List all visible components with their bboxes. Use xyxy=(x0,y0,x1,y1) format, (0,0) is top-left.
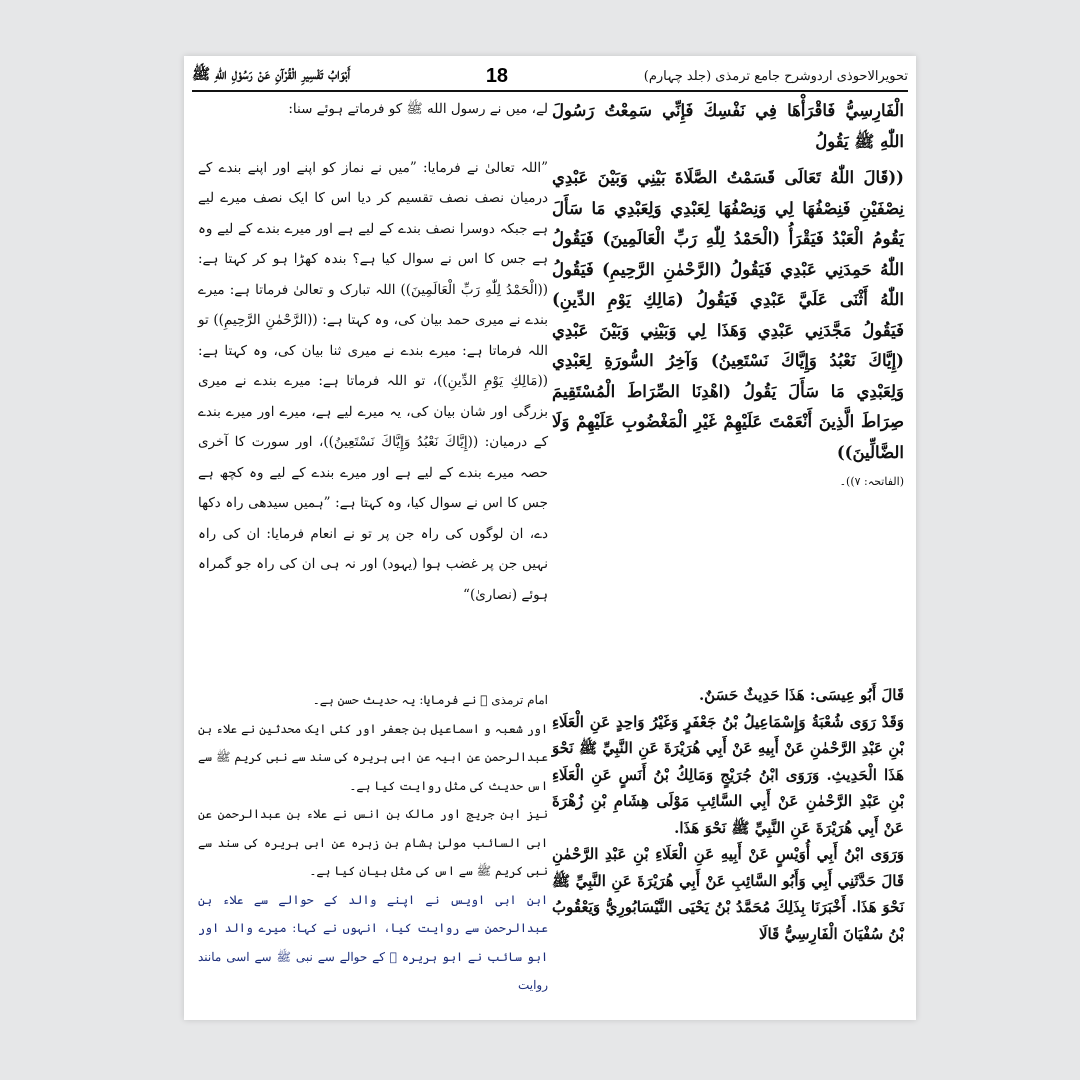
urdu-grading: امام ترمذی ﷫ نے فرمایا: یہ حدیث حسن ہے۔ xyxy=(312,693,548,707)
book-title: تحویرالاحوذی اردوشرح جامع ترمذی (جلد چہارم) xyxy=(643,68,908,84)
urdu-column-bottom xyxy=(198,686,548,1016)
page-header xyxy=(192,62,908,92)
book-page xyxy=(184,56,916,1020)
page-number: 18 xyxy=(485,64,509,87)
urdu-chain-3: ابن ابی اویس نے اپنے والد کے حوالے سے علاء بن عبدالرحمن سے روایت کیا، انہوں نے کہا: میرے والد اور ابو سائب نے ابو ہریرہ ﷛ کے حوالے سے نبی ﷺ سے اسی مانند روایت xyxy=(198,892,548,992)
arabic-column-top xyxy=(552,96,904,516)
arabic-chain-1: وَقَدْ رَوَى شُعْبَةُ وَإِسْمَاعِيلُ بْنُ جَعْفَرٍ وَغَيْرُ وَاحِدٍ عَنِ الْعَلَاءِ بْنِ عَبْدِ الرَّحْمٰنِ عَنْ أَبِيهِ عَنْ أَبِي هُرَيْرَةَ عَنِ النَّبِيِّ ﷺ نَحْوَ هَذَا الْحَدِيثِ. وَرَوَى ابْنُ جُرَيْجٍ وَمَالِكُ بْنُ أَنَسٍ عَنِ الْعَلَاءِ بْنِ عَبْدِ الرَّحْمٰنِ عَنْ أَبِي السَّائِبِ مَوْلَى هِشَامِ بْنِ زُهْرَةَ عَنْ أَبِي هُرَيْرَةَ عَنِ النَّبِيِّ ﷺ نَحْوَ هَذَا. xyxy=(552,712,904,837)
quran-reference: (الفاتحہ: ۷))۔ xyxy=(839,475,904,488)
arabic-chain-2: وَرَوَى ابْنُ أَبِي أُوَيْسٍ عَنْ أَبِيهِ عَنِ الْعَلَاءِ بْنِ عَبْدِ الرَّحْمٰنِ قَالَ حَدَّثَنِي أَبِي وَأَبُو السَّائِبِ عَنْ أَبِي هُرَيْرَةَ عَنِ النَّبِيِّ ﷺ نَحْوَ هَذَا. أَخْبَرَنَا بِذَلِكَ مُحَمَّدُ بْنُ يَحْيَى النَّيْسَابُورِيُّ وَيَعْقُوبُ بْنُ سُفْيَانَ الْفَارِسِيُّ قَالَا xyxy=(552,845,904,943)
urdu-intro: لے، میں نے رسول الله ﷺ کو فرماتے ہوئے سنا: xyxy=(288,101,548,117)
arabic-intro: الْفَارِسِيُّ فَاقْرَأْهَا فِي نَفْسِكَ فَإِنِّي سَمِعْتُ رَسُولَ اللّٰهِ ﷺ يَقُولُ xyxy=(552,101,904,151)
chapter-title: أَبْوَابُ تَفْسِيرِ الْقُرْآنِ عَنْ رَسُوْلِ اللّٰهِ ﷺ xyxy=(192,65,351,83)
arabic-hadith-text: ((قَالَ اللّٰهُ تَعَالَى قَسَمْتُ الصَّلَاةَ بَيْنِي وَبَيْنَ عَبْدِي نِصْفَيْنِ فَنِصْفُهَا لِي وَنِصْفُهَا لِعَبْدِي وَلِعَبْدِي مَا سَأَلَ يَقُومُ الْعَبْدُ فَيَقْرَأُ (الْحَمْدُ لِلّٰهِ رَبِّ الْعَالَمِينَ) فَيَقُولُ اللّٰهُ حَمِدَنِي عَبْدِي فَيَقُولُ (الرَّحْمٰنِ الرَّحِيمِ) فَيَقُولُ اللّٰهُ أَثْنَى عَلَيَّ عَبْدِي فَيَقُولُ (مَالِكِ يَوْمِ الدِّينِ) فَيَقُولُ مَجَّدَنِي عَبْدِي وَهَذَا لِي وَبَيْنِي وَبَيْنَ عَبْدِي (إِيَّاكَ نَعْبُدُ وَإِيَّاكَ نَسْتَعِينُ) وَآخِرُ السُّورَةِ لِعَبْدِي وَلِعَبْدِي مَا سَأَلَ يَقُولُ (اهْدِنَا الصِّرَاطَ الْمُسْتَقِيمَ صِرَاطَ الَّذِينَ أَنْعَمْتَ عَلَيْهِمْ غَيْرِ الْمَغْضُوبِ عَلَيْهِمْ وَلَا الضَّالِّينَ)) xyxy=(552,168,904,462)
urdu-chain-1: اور شعبہ و اسماعیل بن جعفر اور کئی ایک محدثین نے علاء بن عبدالرحمن عن ابیہ عن ابی ہریرہ کی سند سے نبی کریم ﷺ سے اس حدیث کی مثل روایت کیا ہے۔ xyxy=(198,721,548,793)
urdu-column-top xyxy=(198,94,548,734)
urdu-chain-2: نیز ابن جریج اور مالک بن انس نے علاء بن عبدالرحمن عن ابی السائب مولیٰ ہشام بن زہرہ عن ابی ہریرہ کی سند سے نبی کریم ﷺ سے اس کی مثل بیان کیا ہے۔ xyxy=(198,807,548,878)
arabic-column-bottom xyxy=(552,682,904,1016)
urdu-translation: ”اللہ تعالیٰ نے فرمایا: ”میں نے نماز کو اپنے اور اپنے بندے کے درمیان نصف نصف تقسیم کر دیا اس کا ایک نصف میرے لیے ہے جبکہ دوسرا نصف بندے کے لیے ہے اور میرے بندے کے لیے وہ ہے جس کا اس نے سوال کیا ہے؟ بندہ کھڑا ہو کر کہتا ہے: ((الْحَمْدُ لِلّٰهِ رَبِّ الْعَالَمِينَ)) اللہ تبارک و تعالیٰ فرماتا ہے: میرے بندے نے میری حمد بیان کی، وہ کہتا ہے: ((الرَّحْمٰنِ الرَّحِيمِ)) تو اللہ فرماتا ہے: میرے بندے نے میری ثنا بیان کی، وہ کہتا ہے: ((مَالِكِ يَوْمِ الدِّينِ))، تو اللہ فرماتا ہے: میرے بندے نے میری بزرگی اور شان بیان کی، یہ میرے لیے ہے، میرے اور میرے بندے کے درمیان: ((إِيَّاكَ نَعْبُدُ وَإِيَّاكَ نَسْتَعِينُ))، اور سورت کا آخری حصہ میرے بندے کے لیے ہے اور میرے بندے کے لیے وہ کچھ ہے جس کا اس نے سوال کیا، وہ کہتا ہے: ”ہمیں سیدھی راہ دکھا دے، ان لوگوں کی راہ جن پر تو نے انعام فرمایا: ان کی راہ نہیں جن پر غضب ہوا (یہود) اور نہ ہی ان کی راہ جو گمراہ ہوئے (نصاریٰ)“ xyxy=(198,159,548,603)
arabic-grading: قَالَ أَبُو عِيسَى: هَذَا حَدِيثٌ حَسَنٌ. xyxy=(698,686,904,704)
